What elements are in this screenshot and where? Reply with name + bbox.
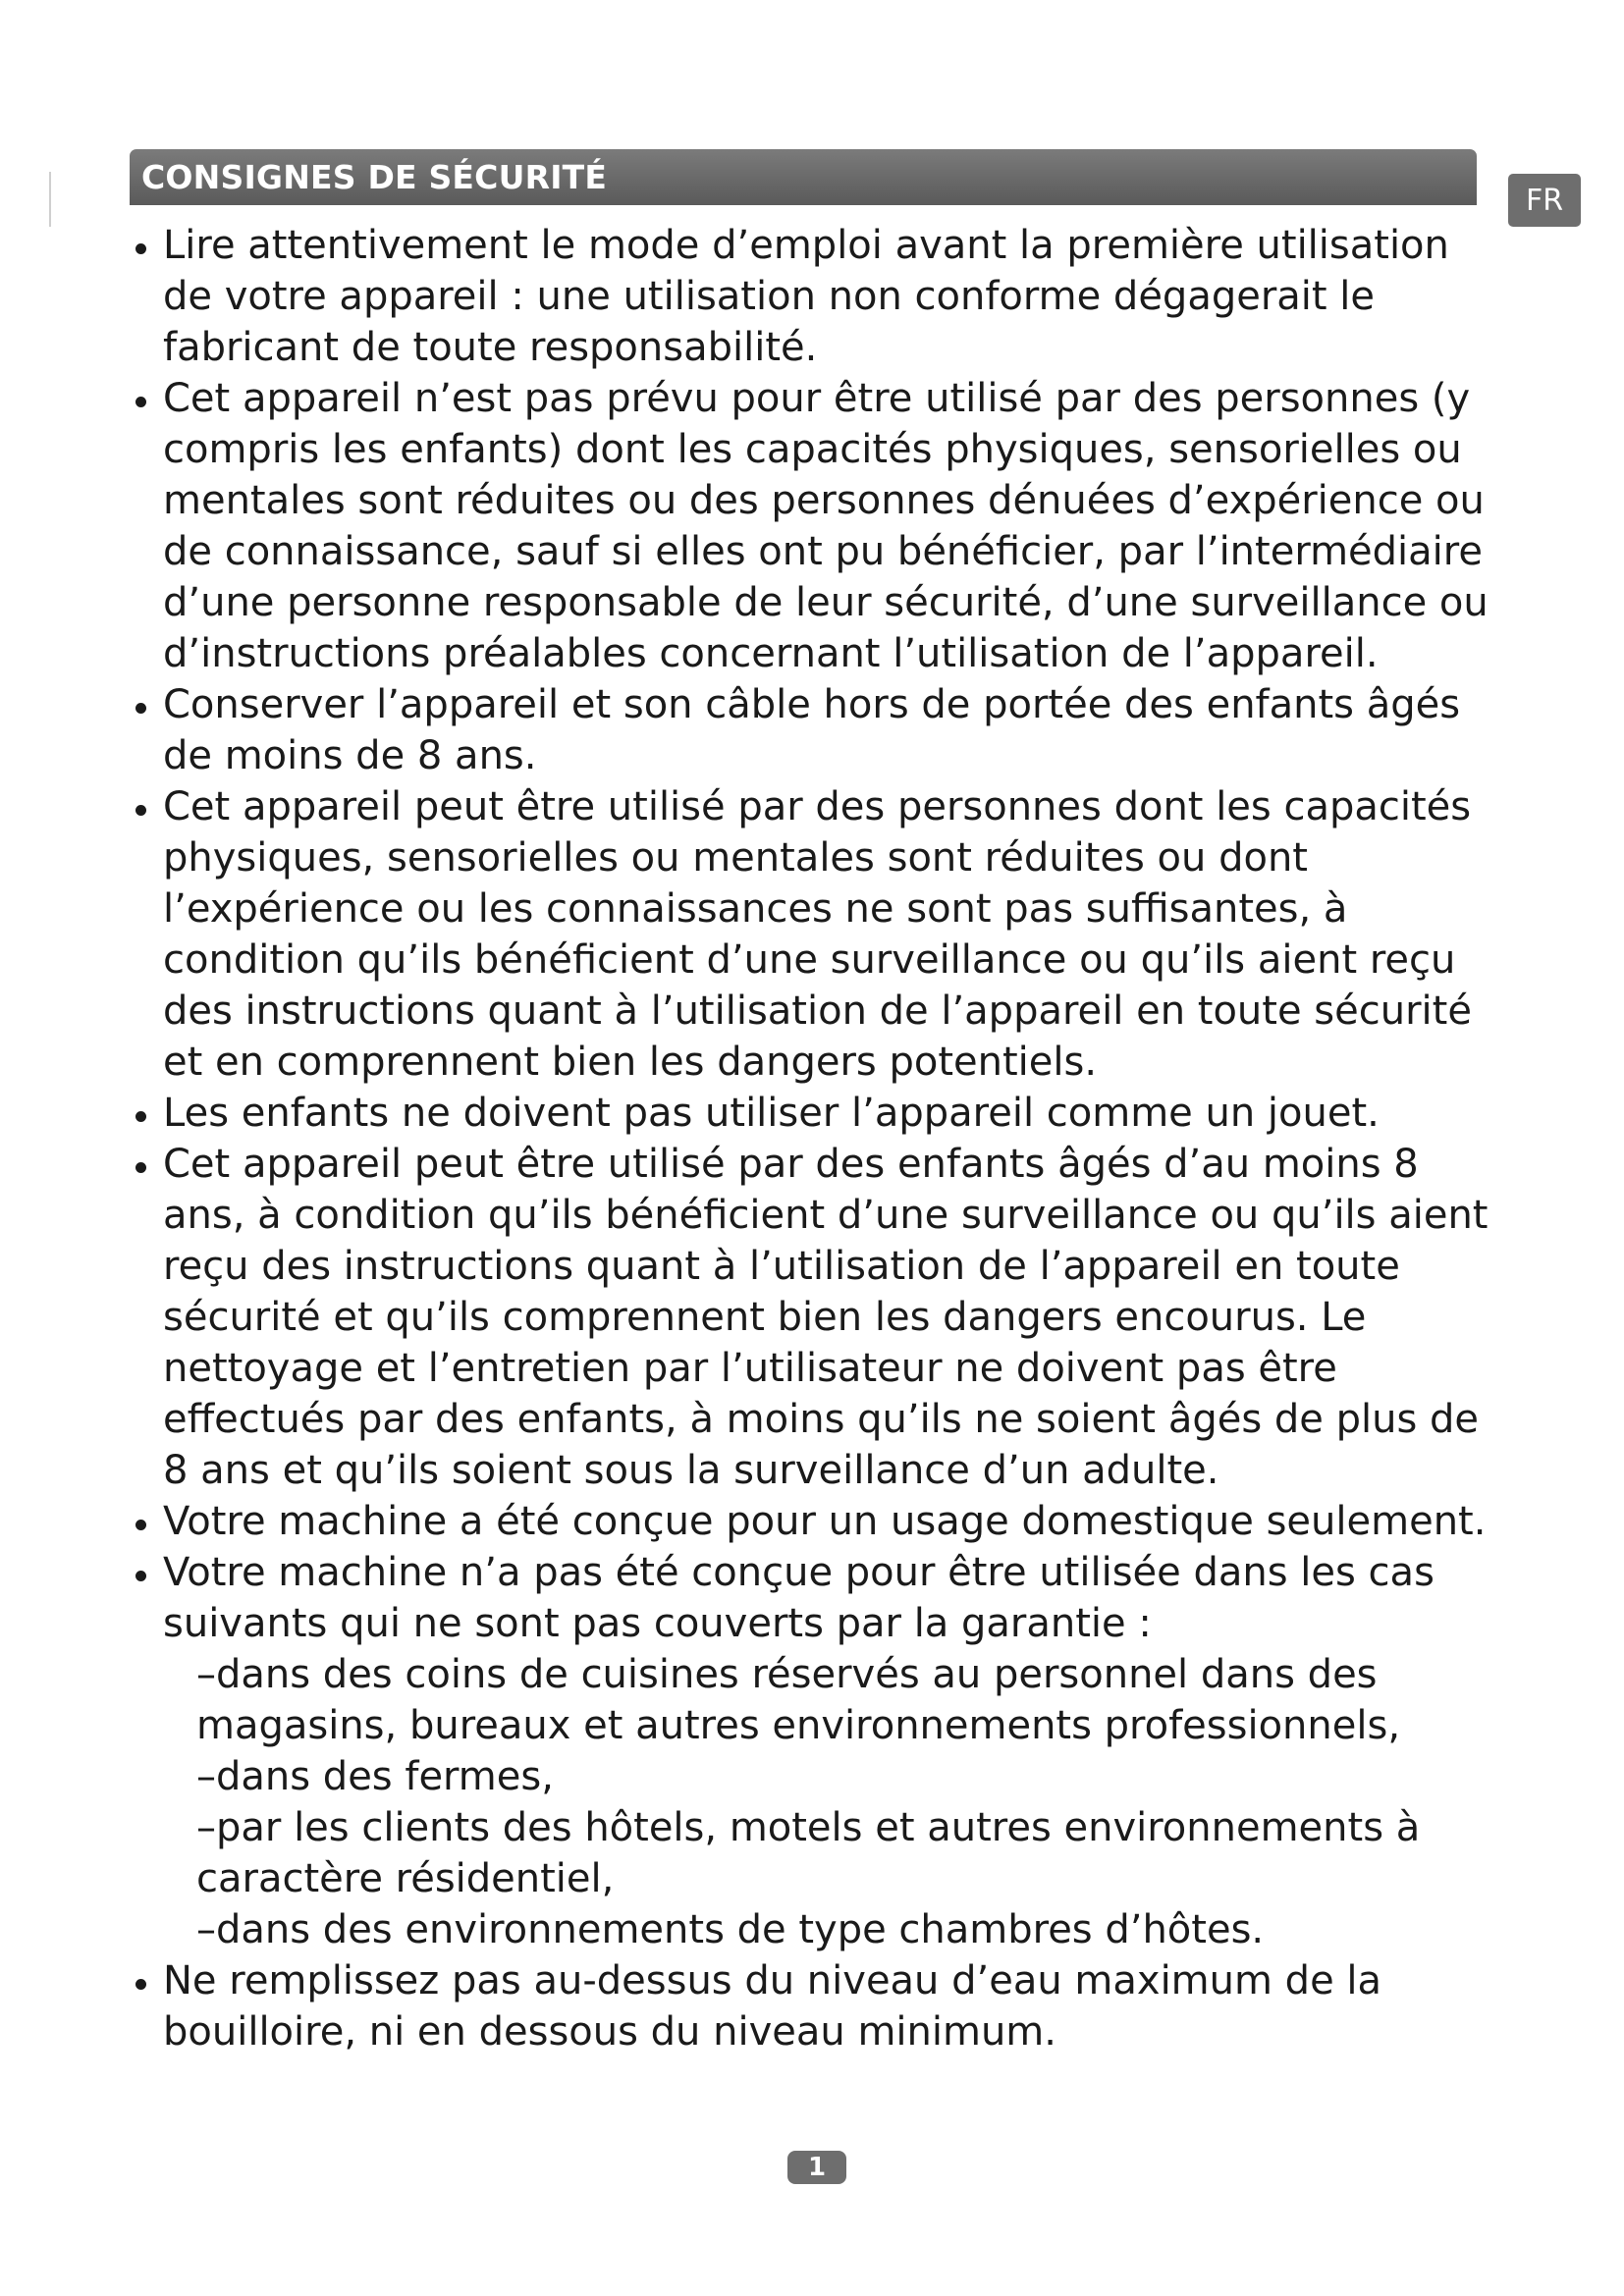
safety-instructions — [130, 220, 1494, 2057]
exclusion-item: –par les clients des hôtels, motels et autres environnements à caractère résidentiel, — [196, 1805, 1421, 1901]
list-item: Cet appareil peut être utilisé par des personnes dont les capacités physiques, sensorielles ou mentales sont réduites ou dont l’expérience ou les connaissances ne sont pas suffisantes, à condition qu’ils bénéficient d’une surveillance ou qu’ils aient reçu des instructions quant à l’utilisation de l’appareil en toute sécurité et en comprennent bien les dangers potentiels. — [130, 781, 1494, 1088]
list-item: Cet appareil n’est pas prévu pour être utilisé par des personnes (y compris les enfants) dont les capacités physiques, sensorielles ou mentales sont réduites ou des personnes dénuées d’expérience ou de connaissance, sauf si elles ont pu bénéficier, par l’intermédiaire d’une personne responsable de leur sécurité, d’une surveillance ou d’instructions préalables concernant l’utilisation de l’appareil. — [130, 373, 1494, 679]
list-item: Les enfants ne doivent pas utiliser l’appareil comme un jouet. — [130, 1088, 1494, 1139]
section-title: CONSIGNES DE SÉCURITÉ — [141, 158, 608, 196]
margin-rule — [49, 172, 51, 227]
section-header-bar — [130, 149, 1477, 205]
list-item: Cet appareil peut être utilisé par des enfants âgés d’au moins 8 ans, à condition qu’ils bénéficient d’une surveillance ou qu’ils aient reçu des instructions quant à l’utilisation de l’appareil en toute sécurité et qu’ils comprennent bien les dangers encourus. Le nettoyage et l’entretien par l’utilisateur ne doivent pas être effectués par des enfants, à moins qu’ils ne soient âgés de plus de 8 ans et qu’ils soient sous la surveillance d’un adulte. — [130, 1139, 1494, 1496]
exclusion-item: –dans des coins de cuisines réservés au personnel dans des magasins, bureaux et autres environnements professionnels, — [196, 1652, 1401, 1748]
list-item: Ne remplissez pas au-dessus du niveau d’eau maximum de la bouilloire, ni en dessous du niveau minimum. — [130, 1955, 1494, 2057]
exclusion-item: –dans des environnements de type chambres d’hôtes. — [196, 1907, 1265, 1952]
list-item: Votre machine a été conçue pour un usage domestique seulement. — [130, 1496, 1494, 1547]
language-badge: FR — [1508, 174, 1581, 227]
list-item: Lire attentivement le mode d’emploi avant la première utilisation de votre appareil : une utilisation non conforme dégagerait le fabricant de toute responsabilité. — [130, 220, 1494, 373]
exclusion-item: –dans des fermes, — [196, 1754, 554, 1799]
list-item: Conserver l’appareil et son câble hors de portée des enfants âgés de moins de 8 ans. — [130, 679, 1494, 781]
list-item: Votre machine n’a pas été conçue pour être utilisée dans les cas suivants qui ne sont pas couverts par la garantie : — [130, 1547, 1494, 1649]
page-number: 1 — [787, 2151, 846, 2184]
